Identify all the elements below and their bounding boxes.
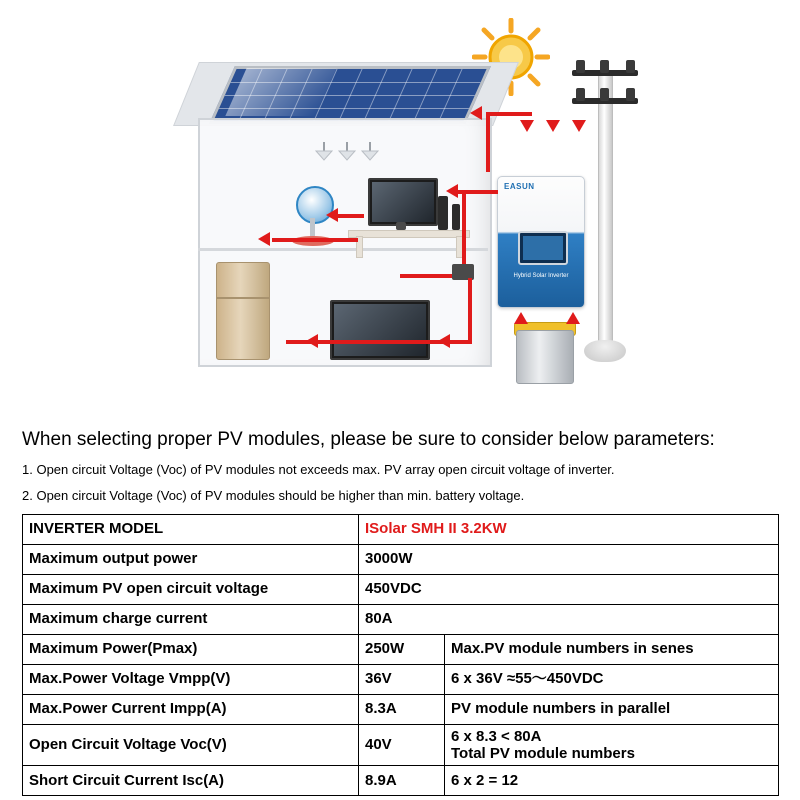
spec-value: 8.9A — [359, 766, 445, 796]
description-block — [0, 428, 800, 505]
inverter-spec-table — [22, 514, 779, 797]
flow-arrow — [572, 120, 586, 132]
spec-value: 8.3A — [359, 694, 445, 724]
spec-model-value: ISolar SMH II 3.2KW — [359, 514, 779, 544]
spec-label: Short Circuit Current Isc(A) — [23, 766, 359, 796]
spec-value: 36V — [359, 664, 445, 694]
note-2: 2. Open circuit Voltage (Voc) of PV modules should be higher than min. battery voltage. — [22, 487, 525, 503]
tv-icon — [330, 300, 430, 360]
note-1: 1. Open circuit Voltage (Voc) of PV modules not exceeds max. PV array open circuit voltage of inverter. — [22, 461, 615, 477]
flow-arrow — [520, 120, 534, 132]
pole-insulator — [600, 88, 609, 101]
table-row — [23, 544, 779, 574]
spec-value: 80A — [359, 604, 779, 634]
inverter-display — [518, 231, 568, 265]
flow-arrow — [306, 334, 318, 348]
spec-label: Max.Power Voltage Vmpp(V) — [23, 664, 359, 694]
house-floor-divider — [198, 248, 488, 251]
wire-panel-to-inverter — [486, 112, 490, 172]
wire-panel-top — [486, 112, 532, 116]
monitor-icon — [368, 178, 438, 226]
spec-label: Open Circuit Voltage Voc(V) — [23, 724, 359, 766]
wire-monitor-feed — [338, 214, 364, 218]
table-row — [23, 574, 779, 604]
spec-value: 450VDC — [359, 574, 779, 604]
speaker-icon — [452, 204, 460, 230]
spec-label: Maximum charge current — [23, 604, 359, 634]
spec-extra: 6 x 8.3 < 80A — [451, 727, 542, 745]
inverter-caption: Hybrid Solar Inverter — [513, 273, 569, 279]
solar-panel-icon — [209, 66, 491, 124]
speaker-icon — [438, 196, 448, 230]
spec-label: Maximum output power — [23, 544, 359, 574]
spec-value: 3000W — [359, 544, 779, 574]
spec-label: INVERTER MODEL — [23, 514, 359, 544]
table-row — [23, 694, 779, 724]
table-row-header — [23, 514, 779, 544]
monitor-stand — [396, 222, 406, 230]
flow-arrow — [470, 106, 482, 120]
pole-insulator — [626, 88, 635, 101]
spec-label: Max.Power Current Impp(A) — [23, 694, 359, 724]
spec-extra: 6 x 36V ≈55～450VDC — [445, 664, 779, 694]
flow-arrow — [326, 208, 338, 222]
spec-label: Maximum Power(Pmax) — [23, 634, 359, 664]
wire-ground-riser — [468, 278, 472, 342]
pole-insulator — [576, 88, 585, 101]
lead-paragraph: When selecting proper PV modules, please be sure to consider below parameters: — [22, 429, 715, 450]
flow-arrow — [546, 120, 560, 132]
battery-icon — [516, 330, 574, 384]
spec-extra: Max.PV module numbers in senes — [445, 634, 779, 664]
inverter-icon — [497, 176, 585, 308]
pole-insulator — [600, 60, 609, 73]
table-row — [23, 604, 779, 634]
flow-arrow — [258, 232, 270, 246]
flow-arrow — [438, 334, 450, 348]
flow-arrow — [566, 312, 580, 324]
pole-insulator — [576, 60, 585, 73]
flow-arrow — [514, 312, 528, 324]
spec-value: 40V — [359, 724, 445, 766]
spec-value: 250W — [359, 634, 445, 664]
inverter-brand: EASUN — [504, 182, 535, 191]
spec-extra: PV module numbers in parallel — [445, 694, 779, 724]
utility-pole-icon — [598, 70, 613, 350]
flow-arrow — [446, 184, 458, 198]
spec-extra: 6 x 2 = 12 — [445, 766, 779, 796]
table-row — [23, 766, 779, 796]
table-row — [23, 634, 779, 664]
refrigerator-icon — [216, 262, 270, 360]
spec-extra-secondary: Total PV module numbers — [451, 744, 635, 762]
table-row — [23, 724, 779, 766]
spec-extra-group — [445, 724, 779, 766]
utility-pole-base — [584, 340, 626, 362]
table-row — [23, 664, 779, 694]
ceiling-lamp-icon — [312, 142, 382, 164]
spec-label: Maximum PV open circuit voltage — [23, 574, 359, 604]
desk-surface — [348, 230, 470, 238]
wire-fan-feed — [272, 238, 358, 242]
pole-insulator — [626, 60, 635, 73]
